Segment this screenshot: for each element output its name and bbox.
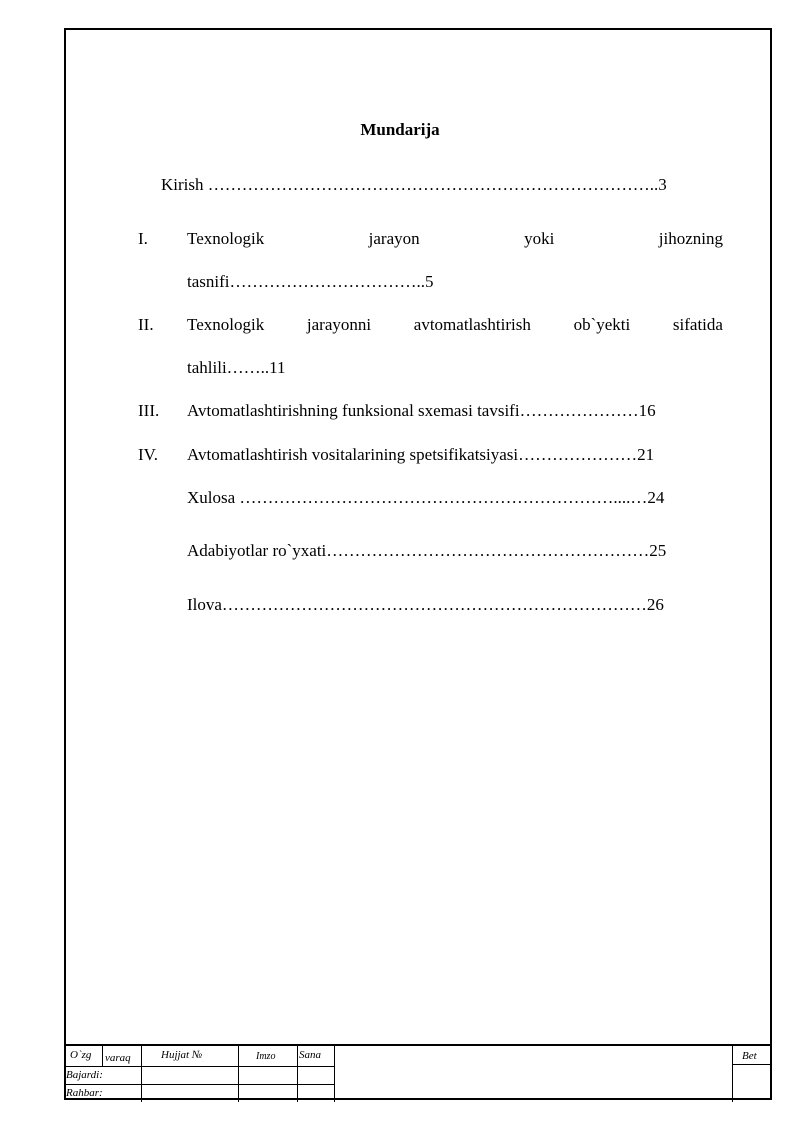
toc-word: jarayon — [368, 229, 420, 248]
toc-item-iv-number: IV. — [138, 445, 158, 464]
toc-item-ii-line1 — [187, 315, 723, 335]
stamp-rahbar-label: Rahbar: — [66, 1087, 103, 1099]
stamp-divider — [141, 1046, 142, 1102]
toc-word: yoki — [524, 229, 555, 248]
toc-word: Texnologik — [187, 229, 265, 248]
toc-item-iii-number: III. — [138, 401, 160, 420]
stamp-row-line — [732, 1064, 770, 1065]
toc-word: avtomatlashtirish — [413, 315, 531, 334]
toc-item-ilova: Ilova…………………………………………………………………26 — [187, 595, 664, 614]
toc-item-iv: Avtomatlashtirish vositalarining spetsifikatsiyasi…………………21 — [187, 445, 655, 464]
toc-item-i-line2: tasnifi……………………………..5 — [187, 272, 434, 291]
toc-item-ii-number: II. — [138, 315, 154, 334]
stamp-divider — [297, 1046, 298, 1102]
page-title: Mundarija — [360, 120, 440, 139]
stamp-sana-label: Sana — [299, 1049, 321, 1061]
toc-word: jihozning — [658, 229, 723, 248]
toc-word: jarayonni — [306, 315, 372, 334]
toc-item-i-line1 — [187, 229, 723, 249]
toc-word: ob`yekti — [573, 315, 631, 334]
stamp-row-line — [64, 1084, 334, 1085]
toc-item-iii: Avtomatlashtirishning funksional sxemasi tavsifi…………………16 — [187, 401, 656, 420]
toc-word: Texnologik — [187, 315, 265, 334]
title-block — [64, 1044, 772, 1100]
stamp-varaq-label: varaq — [105, 1052, 131, 1064]
toc-item-kirish: Kirish ……………………………………………………………………..3 — [161, 175, 667, 194]
stamp-bet-label: Bet — [742, 1050, 757, 1062]
toc-item-i-number: I. — [138, 229, 148, 248]
stamp-row-line — [64, 1066, 334, 1067]
toc-word: sifatida — [672, 315, 723, 334]
stamp-divider — [334, 1046, 335, 1102]
stamp-divider — [238, 1046, 239, 1102]
stamp-divider — [732, 1046, 733, 1102]
toc-item-ii-line2: tahlili……..11 — [187, 358, 286, 377]
toc-item-xulosa: Xulosa …………………………………………………………....…24 — [187, 488, 665, 507]
stamp-ozg-label: O`zg — [70, 1049, 92, 1061]
toc-item-adabiyotlar: Adabiyotlar ro`yxati…………………………………………………25 — [187, 541, 667, 560]
stamp-hujjat-label: Hujjat № — [161, 1049, 203, 1061]
stamp-imzo-label: Imzo — [256, 1051, 276, 1062]
stamp-bajardi-label: Bajardi: — [66, 1069, 103, 1081]
stamp-divider — [102, 1046, 103, 1066]
